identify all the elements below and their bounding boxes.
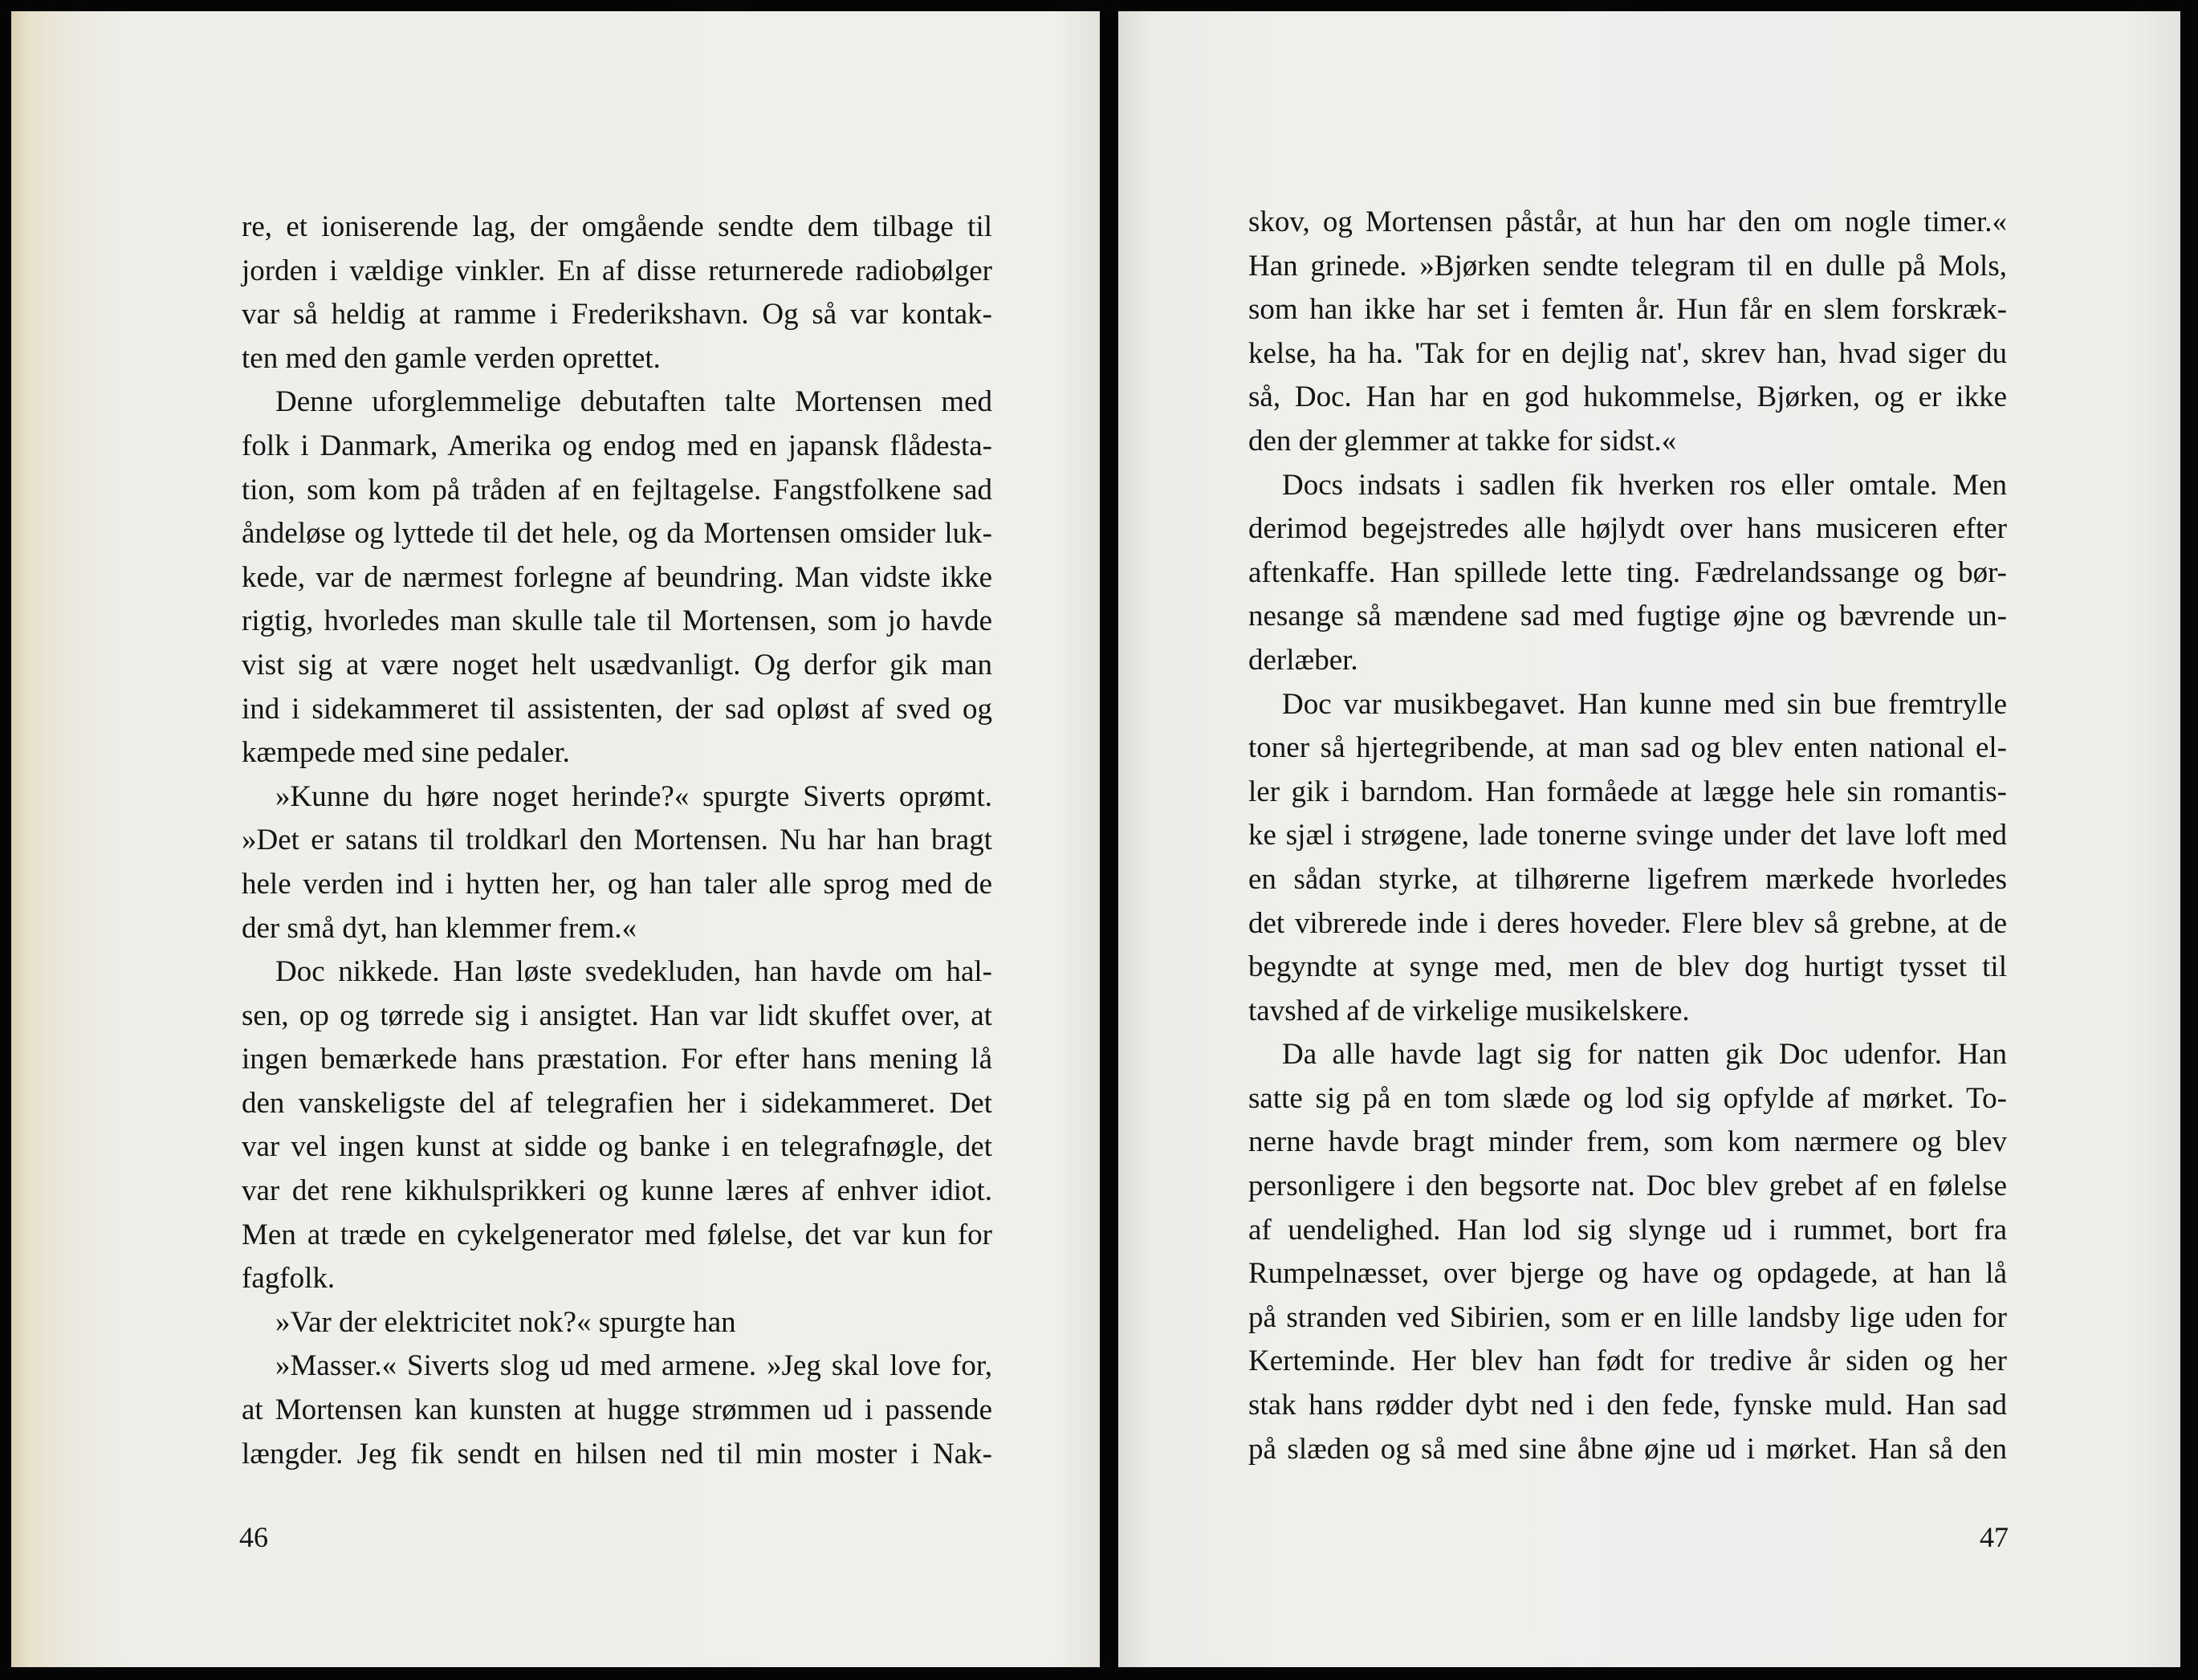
text-line: vist sig at være noget helt usædvanligt. Og derfor gik man bbox=[242, 648, 992, 681]
text-line: nerne havde bragt minder frem, som kom nærmere og blev bbox=[1248, 1125, 2007, 1159]
page-number: 46 bbox=[239, 1521, 268, 1553]
text-line: tavshed af de virkelige musikelskere. bbox=[1248, 994, 1690, 1027]
text-line: der små dyt, han klemmer frem.« bbox=[242, 911, 637, 945]
text-line: nesange så mændene sad med fugtige øjne og bævrende un- bbox=[1248, 600, 2007, 633]
left-page bbox=[11, 11, 1100, 1667]
text-line: personligere i den begsorte nat. Doc blev grebet af en følelse bbox=[1248, 1169, 2007, 1203]
text-line: Kerteminde. Her blev han født for tredive år siden og her bbox=[1248, 1344, 2007, 1378]
text-line: en sådan styrke, at tilhørerne ligefrem mærkede hvorledes bbox=[1248, 862, 2007, 896]
text-line: ten med den gamle verden oprettet. bbox=[242, 341, 661, 375]
text-line: Men at træde en cykelgenerator med følelse, det var kun for bbox=[242, 1218, 992, 1251]
page-number: 47 bbox=[1980, 1521, 2009, 1553]
text-line: hele verden ind i hytten her, og han taler alle sprog med de bbox=[242, 867, 992, 901]
text-line: stak hans rødder dybt ned i den fede, fynske muld. Han sad bbox=[1248, 1389, 2007, 1422]
text-line: som han ikke har set i femten år. Hun får en slem forskræk- bbox=[1248, 293, 2007, 327]
text-line: ke sjæl i strøgene, lade tonerne svinge under det lave loft med bbox=[1248, 819, 2007, 852]
text-line: aftenkaffe. Han spillede lette ting. Fædrelandssange og bør- bbox=[1248, 555, 2007, 589]
text-line: jorden i vældige vinkler. En af disse returnerede radiobølger bbox=[242, 254, 992, 287]
text-line: af uendelighed. Han lod sig slynge ud i rummet, bort fra bbox=[1248, 1213, 2007, 1247]
text-line: »Kunne du høre noget herinde?« spurgte Siverts oprømt. bbox=[275, 779, 992, 813]
text-line: på stranden ved Sibirien, som er en lille landsby lige uden for bbox=[1248, 1300, 2007, 1334]
text-line: så, Doc. Han har en god hukommelse, Bjørken, og er ikke bbox=[1248, 380, 2007, 414]
text-line: fagfolk. bbox=[242, 1262, 336, 1296]
text-line: »Masser.« Siverts slog ud med armene. »Jeg skal love for, bbox=[275, 1349, 992, 1383]
text-line: satte sig på en tom slæde og lod sig opfylde af mørket. To- bbox=[1248, 1081, 2007, 1115]
text-line: begyndte at synge med, men de blev dog hurtigt tysset til bbox=[1248, 950, 2007, 984]
text-line: var vel ingen kunst at sidde og banke i en telegrafnøgle, det bbox=[242, 1130, 992, 1164]
text-line: Doc var musikbegavet. Han kunne med sin bue fremtrylle bbox=[1282, 687, 2007, 721]
text-line: at Mortensen kan kunsten at hugge strømmen ud i passende bbox=[242, 1393, 992, 1427]
text-line: folk i Danmark, Amerika og endog med en japansk flådesta- bbox=[242, 429, 992, 462]
text-line: ler gik i barndom. Han formåede at lægge hele sin romantis- bbox=[1248, 775, 2007, 808]
right-page-text bbox=[1248, 201, 2007, 1471]
text-line: var så heldig at ramme i Frederikshavn. Og så var kontak- bbox=[242, 298, 992, 332]
text-line: »Det er satans til troldkarl den Mortensen. Nu har han bragt bbox=[242, 824, 992, 857]
text-line: ind i sidekammeret til assistenten, der sad opløst af sved og bbox=[242, 692, 992, 726]
text-line: åndeløse og lyttede til det hele, og da Mortensen omsider luk- bbox=[242, 517, 992, 551]
text-line: skov, og Mortensen påstår, at hun har den om nogle timer.« bbox=[1248, 205, 2007, 238]
text-line: på slæden og så med sine åbne øjne ud i mørket. Han så den bbox=[1248, 1432, 2007, 1466]
text-line: var det rene kikhulsprikkeri og kunne læres af enhver idiot. bbox=[242, 1174, 992, 1208]
text-line: toner så hjertegribende, at man sad og blev enten national el- bbox=[1248, 731, 2007, 765]
text-line: Docs indsats i sadlen fik hverken ros eller omtale. Men bbox=[1282, 468, 2007, 502]
text-line: rigtig, hvorledes man skulle tale til Mortensen, som jo havde bbox=[242, 604, 992, 638]
text-line: kæmpede med sine pedaler. bbox=[242, 736, 570, 770]
text-line: sen, op og tørrede sig i ansigtet. Han var lidt skuffet over, at bbox=[242, 999, 992, 1032]
text-line: Denne uforglemmelige debutaften talte Mortensen med bbox=[275, 385, 992, 419]
text-line: derimod begejstredes alle højlydt over hans musiceren efter bbox=[1248, 512, 2007, 546]
text-line: længder. Jeg fik sendt en hilsen ned til min moster i Nak- bbox=[242, 1437, 992, 1471]
text-line: Doc nikkede. Han løste svedekluden, han havde om hal- bbox=[275, 955, 992, 989]
text-line: tion, som kom på tråden af en fejltagelse. Fangstfolkene sad bbox=[242, 473, 992, 506]
text-line: »Var der elektricitet nok?« spurgte han bbox=[275, 1305, 736, 1339]
text-line: derlæber. bbox=[1248, 643, 1358, 677]
text-line: ingen bemærkede hans præstation. For efter hans mening lå bbox=[242, 1043, 992, 1076]
right-page bbox=[1118, 11, 2180, 1667]
text-line: Da alle havde lagt sig for natten gik Doc udenfor. Han bbox=[1282, 1038, 2007, 1072]
left-page-text bbox=[242, 205, 992, 1476]
text-line: kelse, ha ha. 'Tak for en dejlig nat', skrev han, hvad siger du bbox=[1248, 336, 2007, 370]
text-line: den vanskeligste del af telegrafien her i sidekammeret. Det bbox=[242, 1086, 992, 1120]
text-line: Han grinede. »Bjørken sendte telegram til en dulle på Mols, bbox=[1248, 249, 2007, 283]
text-line: den der glemmer at takke for sidst.« bbox=[1248, 424, 1677, 458]
text-line: det vibrerede inde i deres hoveder. Flere blev så grebne, at de bbox=[1248, 906, 2007, 940]
text-line: kede, var de nærmest forlegne af beundring. Man vidste ikke bbox=[242, 560, 992, 594]
text-line: Rumpelnæsset, over bjerge og have og opdagede, at han lå bbox=[1248, 1257, 2007, 1291]
text-line: re, et ioniserende lag, der omgående sendte dem tilbage til bbox=[242, 210, 992, 243]
